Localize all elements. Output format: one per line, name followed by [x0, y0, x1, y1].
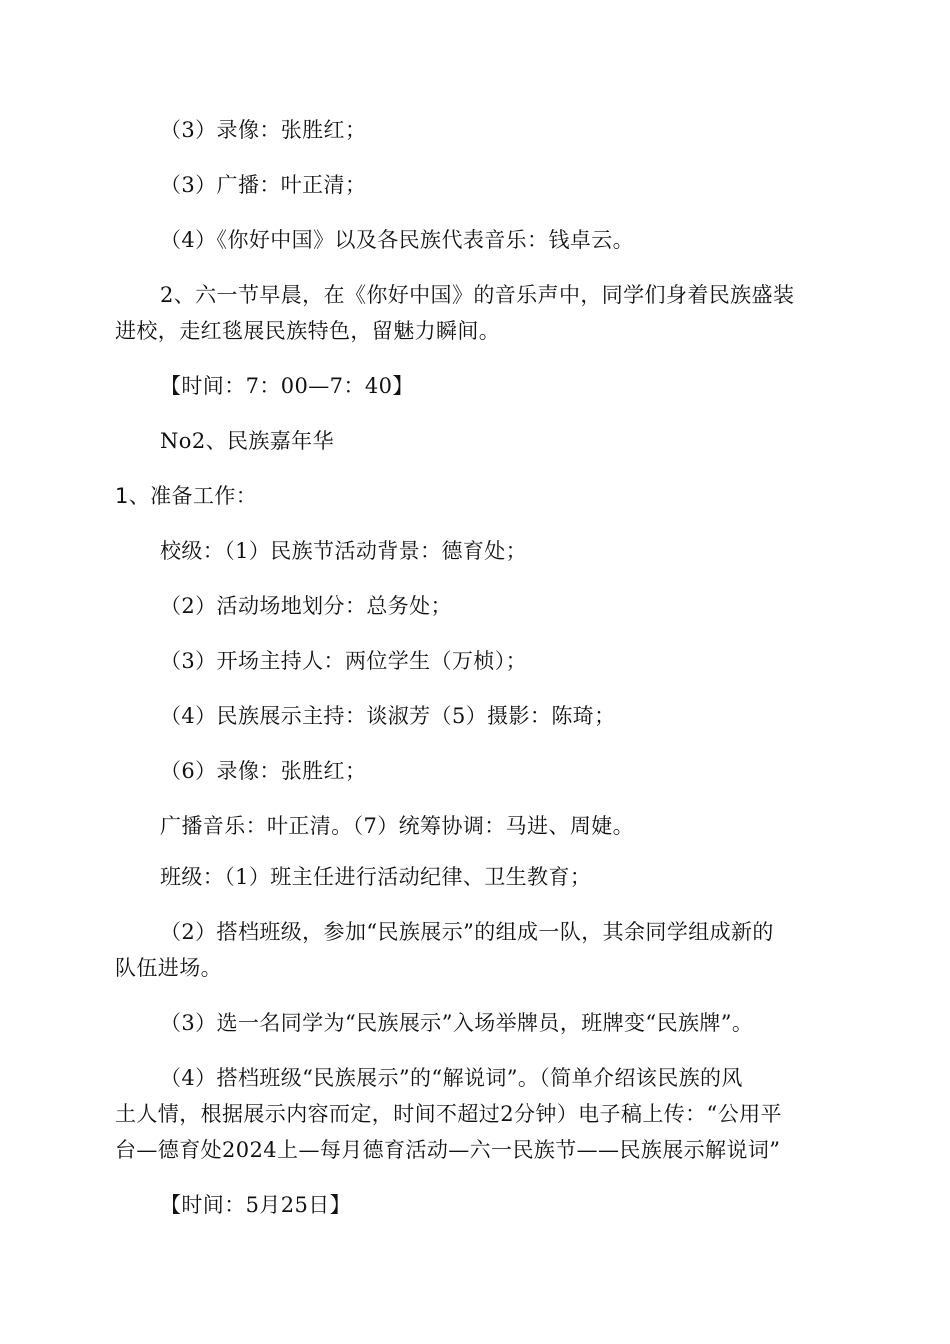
paragraph-recording: （3）录像：张胜红； — [160, 118, 367, 142]
paragraph-morning-line2: 进校，走红毯展民族特色，留魅力瞬间。 — [115, 319, 501, 343]
paragraph-school-level: 校级：（1）民族节活动背景：德育处； — [160, 539, 528, 563]
section-heading-no2: No2、民族嘉年华 — [160, 429, 334, 453]
paragraph-recording-2: （6）录像：张胜红； — [160, 759, 367, 783]
section-heading-preparation: 1、准备工作： — [115, 484, 258, 508]
paragraph-broadcast: （3）广播：叶正清； — [160, 173, 367, 197]
paragraph-venue: （2）活动场地划分：总务处； — [160, 594, 452, 618]
paragraph-music: （4）《你好中国》以及各民族代表音乐：钱卓云。 — [160, 228, 635, 252]
paragraph-time-2: 【时间：5月25日】 — [160, 1193, 352, 1217]
paragraph-show-host: （4）民族展示主持：谈淑芳（5）摄影：陈琦； — [160, 704, 616, 728]
paragraph-class-level: 班级：（1）班主任进行活动纪律、卫生教育； — [160, 865, 592, 889]
paragraph-morning-line1: 2、六一节早晨，在《你好中国》的音乐声中，同学们身着民族盛装 — [160, 283, 795, 307]
paragraph-commentary-line3: 台—德育处2024上—每月德育活动—六一民族节——民族展示解说词” — [115, 1138, 781, 1162]
paragraph-time-1: 【时间：7：00—7：40】 — [160, 374, 414, 398]
paragraph-host: （3）开场主持人：两位学生（万桢）； — [160, 649, 528, 673]
paragraph-broadcast-music: 广播音乐：叶正清。（7）统筹协调：马进、周婕。 — [160, 814, 635, 838]
paragraph-partner-line1: （2）搭档班级，参加“民族展示”的组成一队，其余同学组成新的 — [160, 920, 774, 944]
paragraph-commentary-line1: （4）搭档班级“民族展示”的“解说词”。（简单介绍该民族的风 — [160, 1066, 743, 1090]
paragraph-partner-line2: 队伍进场。 — [115, 956, 222, 980]
paragraph-commentary-line2: 土人情，根据展示内容而定，时间不超过2分钟）电子稿上传：“公用平 — [115, 1102, 782, 1126]
paragraph-sign-bearer: （3）选一名同学为“民族展示”入场举牌员，班牌变“民族牌”。 — [160, 1011, 754, 1035]
